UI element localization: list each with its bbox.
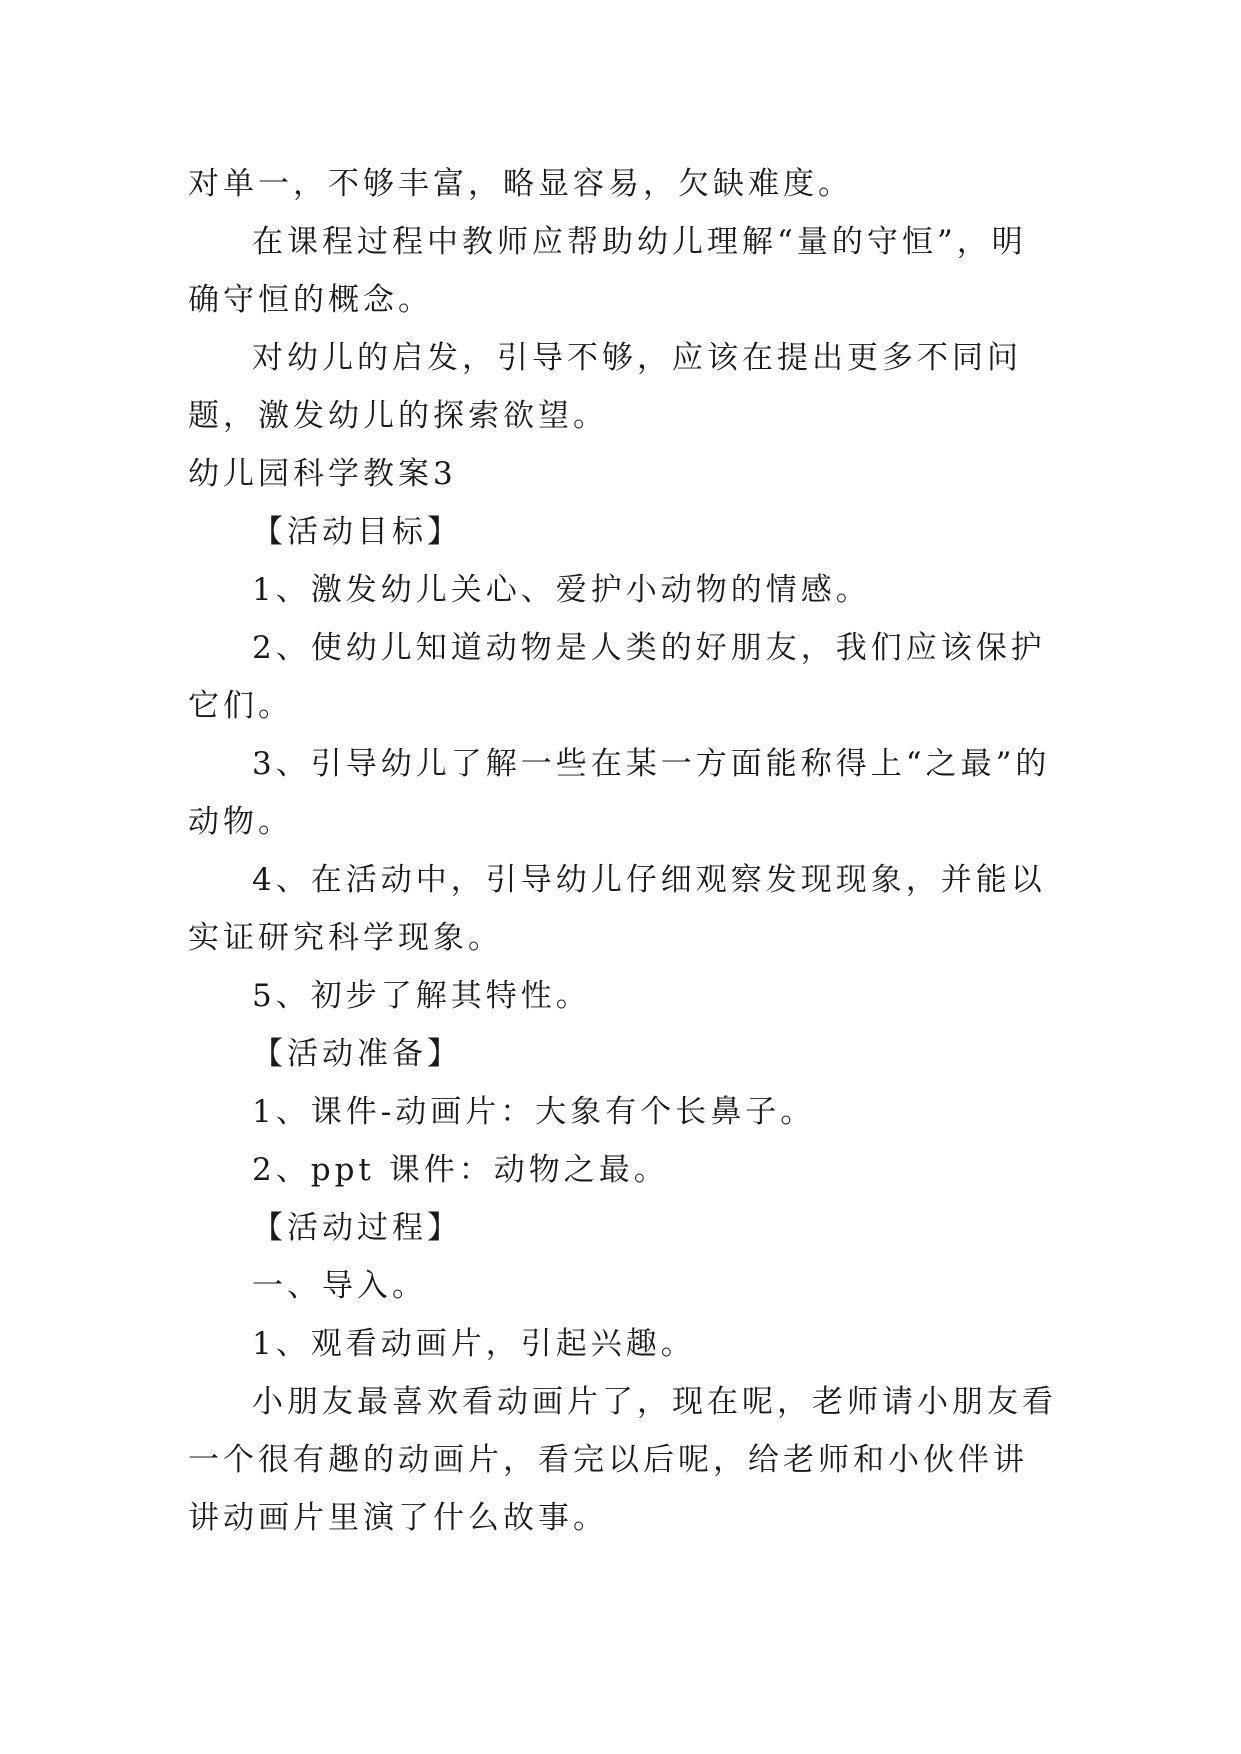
goal-item-4: 4、在活动中，引导幼儿仔细观察发现现象，并能以实证研究科学现象。 (188, 862, 1046, 956)
goal-item-3: 3、引导幼儿了解一些在某一方面能称得上“之最”的动物。 (188, 746, 1051, 840)
goal-item-5: 5、初步了解其特性。 (252, 978, 591, 1014)
heading-activity-preparation: 【活动准备】 (252, 1036, 462, 1072)
document-body (188, 155, 1058, 1547)
preparation-item-2: 2、ppt 课件：动物之最。 (252, 1152, 669, 1188)
process-step-intro: 一、导入。 (252, 1268, 427, 1304)
goal-item-1: 1、激发幼儿关心、爱护小动物的情感。 (252, 572, 871, 608)
process-substep-1: 1、观看动画片，引起兴趣。 (252, 1326, 696, 1362)
goal-item-2: 2、使幼儿知道动物是人类的好朋友，我们应该保护它们。 (188, 630, 1046, 724)
heading-activity-goals: 【活动目标】 (252, 514, 462, 550)
paragraph-continuation: 对单一，不够丰富，略显容易，欠缺难度。 (188, 166, 853, 202)
paragraph-conservation: 在课程过程中教师应帮助幼儿理解“量的守恒”，明确守恒的概念。 (188, 224, 1027, 318)
process-narrative: 小朋友最喜欢看动画片了，现在呢，老师请小朋友看一个很有趣的动画片，看完以后呢，给老师和小伙伴讲讲动画片里演了什么故事。 (188, 1384, 1057, 1536)
preparation-item-1: 1、课件-动画片：大象有个长鼻子。 (252, 1094, 816, 1130)
paragraph-guidance: 对幼儿的启发，引导不够，应该在提出更多不同问题，激发幼儿的探索欲望。 (188, 340, 1022, 434)
section-title: 幼儿园科学教案3 (188, 456, 457, 492)
heading-activity-process: 【活动过程】 (252, 1210, 462, 1246)
